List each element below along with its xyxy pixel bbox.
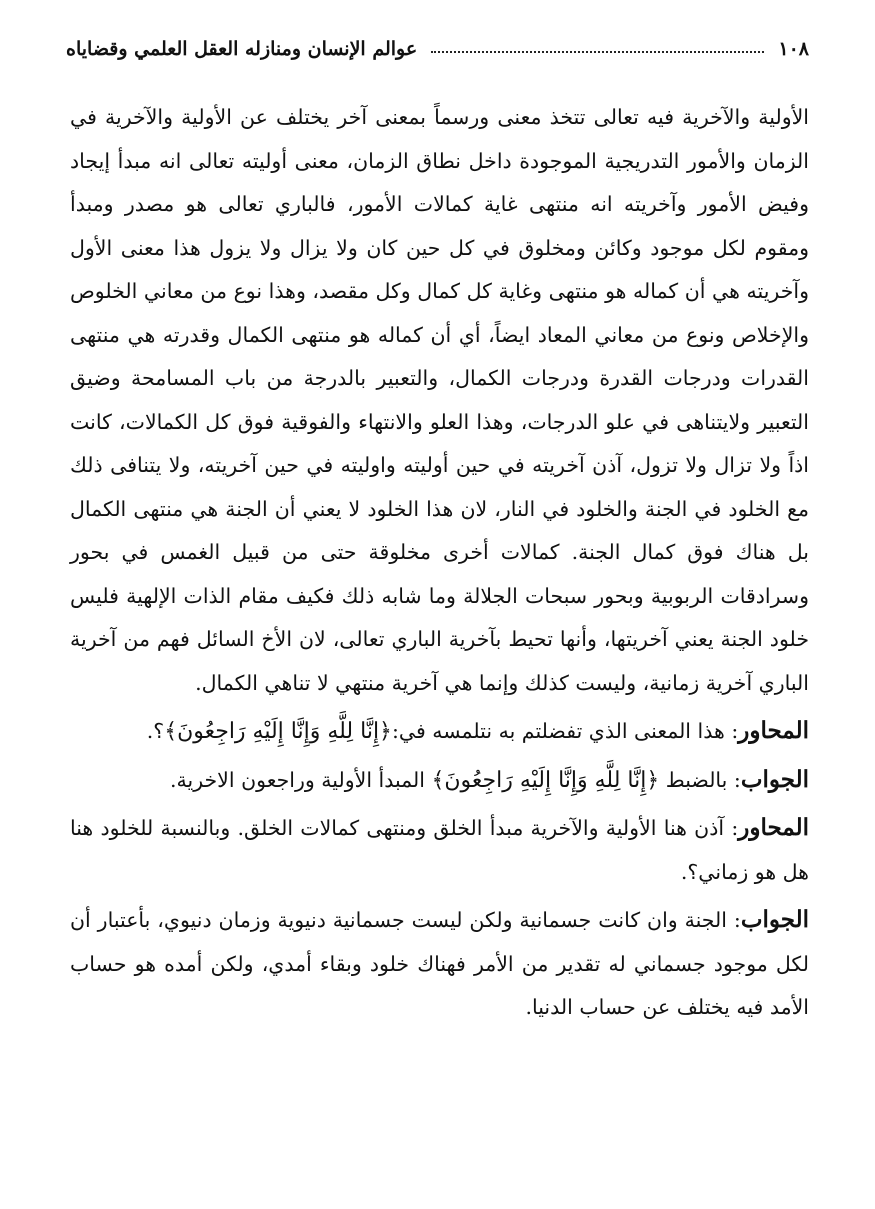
dialogue-question-1: المحاور: هذا المعنى الذي تفضلتم به نتلمسه في:﴿إِنَّا لِلَّهِ وَإِنَّا إِلَيْهِ رَاجِعُونَ﴾؟. bbox=[146, 717, 809, 744]
header-leader-dots bbox=[431, 51, 764, 53]
page-body bbox=[70, 96, 809, 1030]
dialogue-answer-2: الجواب: الجنة وان كانت جسمانية ولكن ليست جسمانية دنيوية وزمان دنيوي، بأعتبار أن لكل موجود جسماني له تقدير من الأمر فهناك خلود وبقاء أمدي، ولكن أمده هو حساب الأمد فيه يختلف عن حساب الدنيا. bbox=[70, 906, 809, 1019]
page-header bbox=[66, 32, 809, 66]
dialogue-text: بالضبط bbox=[659, 767, 728, 792]
speaker-label: الجواب bbox=[740, 906, 809, 933]
dialogue-text: الجنة وان كانت جسمانية ولكن ليست جسمانية دنيوية وزمان دنيوي، بأعتبار أن لكل موجود جسماني له تقدير من الأمر فهناك خلود وبقاء أمدي، ولكن أمده هو حساب الأمد فيه يختلف عن حساب الدنيا. bbox=[70, 908, 809, 1019]
speaker-label: المحاور bbox=[738, 814, 809, 841]
quran-verse: ﴿إِنَّا لِلَّهِ وَإِنَّا إِلَيْهِ رَاجِعُونَ﴾ bbox=[431, 767, 660, 793]
running-title: عوالم الإنسان ومنازله العقل العلمي وقضاياه bbox=[66, 38, 418, 60]
speaker-label: المحاور bbox=[738, 717, 809, 744]
speaker-label: الجواب bbox=[740, 765, 809, 793]
dialogue-question-2: المحاور: آذن هنا الأولية والآخرية مبدأ الخلق ومنتهى كمالات الخلق. وبالنسبة للخلود هنا هل هو زماني؟. bbox=[70, 814, 809, 884]
dialogue-answer-1: الجواب: بالضبط ﴿إِنَّا لِلَّهِ وَإِنَّا إِلَيْهِ رَاجِعُونَ﴾ المبدأ الأولية وراجعون الاخرية. bbox=[169, 765, 809, 793]
page-number: ١٠٨ bbox=[778, 38, 809, 60]
dialogue-text: آذن هنا الأولية والآخرية مبدأ الخلق ومنتهى كمالات الخلق. وبالنسبة للخلود هنا هل هو زماني؟. bbox=[70, 816, 809, 884]
body-paragraph: الأولية والآخرية فيه تعالى تتخذ معنى ورسماً بمعنى آخر يختلف عن الأولية والآخرية في الزمان والأمور التدريجية الموجودة داخل نطاق الزمان، معنى أوليته تعالى انه مبدأ إيجاد وفيض الأمور وآخريته انه منتهى غاية كمالات الأمور، فالباري تعالى هو مصدر ومبدأ ومقوم لكل موجود وكائن ومخلوق في كل حين كان ولا يزال ولا يزول هذا معنى الأول وآخريته هي أن كماله هو منتهى وغاية كل كمال وكل مقصد، وهذا نوع من معاني الخلوص والإخلاص ونوع من معاني المعاد ايضاً، أي أن كماله هو منتهى الكمال وقدرته هي منتهى القدرات ودرجات القدرة ودرجات الكمال، والتعبير بالدرجة من باب المسامحة وضيق التعبير ولايتناهى في علو الدرجات، وهذا العلو والانتهاء والفوقية فوق كل الكمالات، كانت اذاً ولا تزال ولا تزول، آذن آخريته في حين أوليته واوليته في حين آخريته، ولا يتنافى ذلك مع الخلود في الجنة والخلود في النار، لان هذا الخلود لا يعني أن الجنة هي منتهى الكمال بل هناك فوق كمال الجنة. كمالات أخرى مخلوقة حتى من قبيل الغمس في بحور وسرادقات الربوبية وبحور سبحات الجلالة وما شابه ذلك فكيف مقام الذات الإلهية فليس خلود الجنة يعني آخريتها، وأنها تحيط بآخرية الباري تعالى، لان الأخ السائل فهم من آخرية الباري آخرية زمانية، وليست كذلك وإنما هي آخرية منتهي لا تناهي الكمال. bbox=[70, 105, 809, 695]
dialogue-text: هذا المعنى الذي تفضلتم به نتلمسه في: bbox=[391, 719, 725, 743]
quran-verse: ﴿إِنَّا لِلَّهِ وَإِنَّا إِلَيْهِ رَاجِعُونَ﴾ bbox=[164, 719, 392, 744]
